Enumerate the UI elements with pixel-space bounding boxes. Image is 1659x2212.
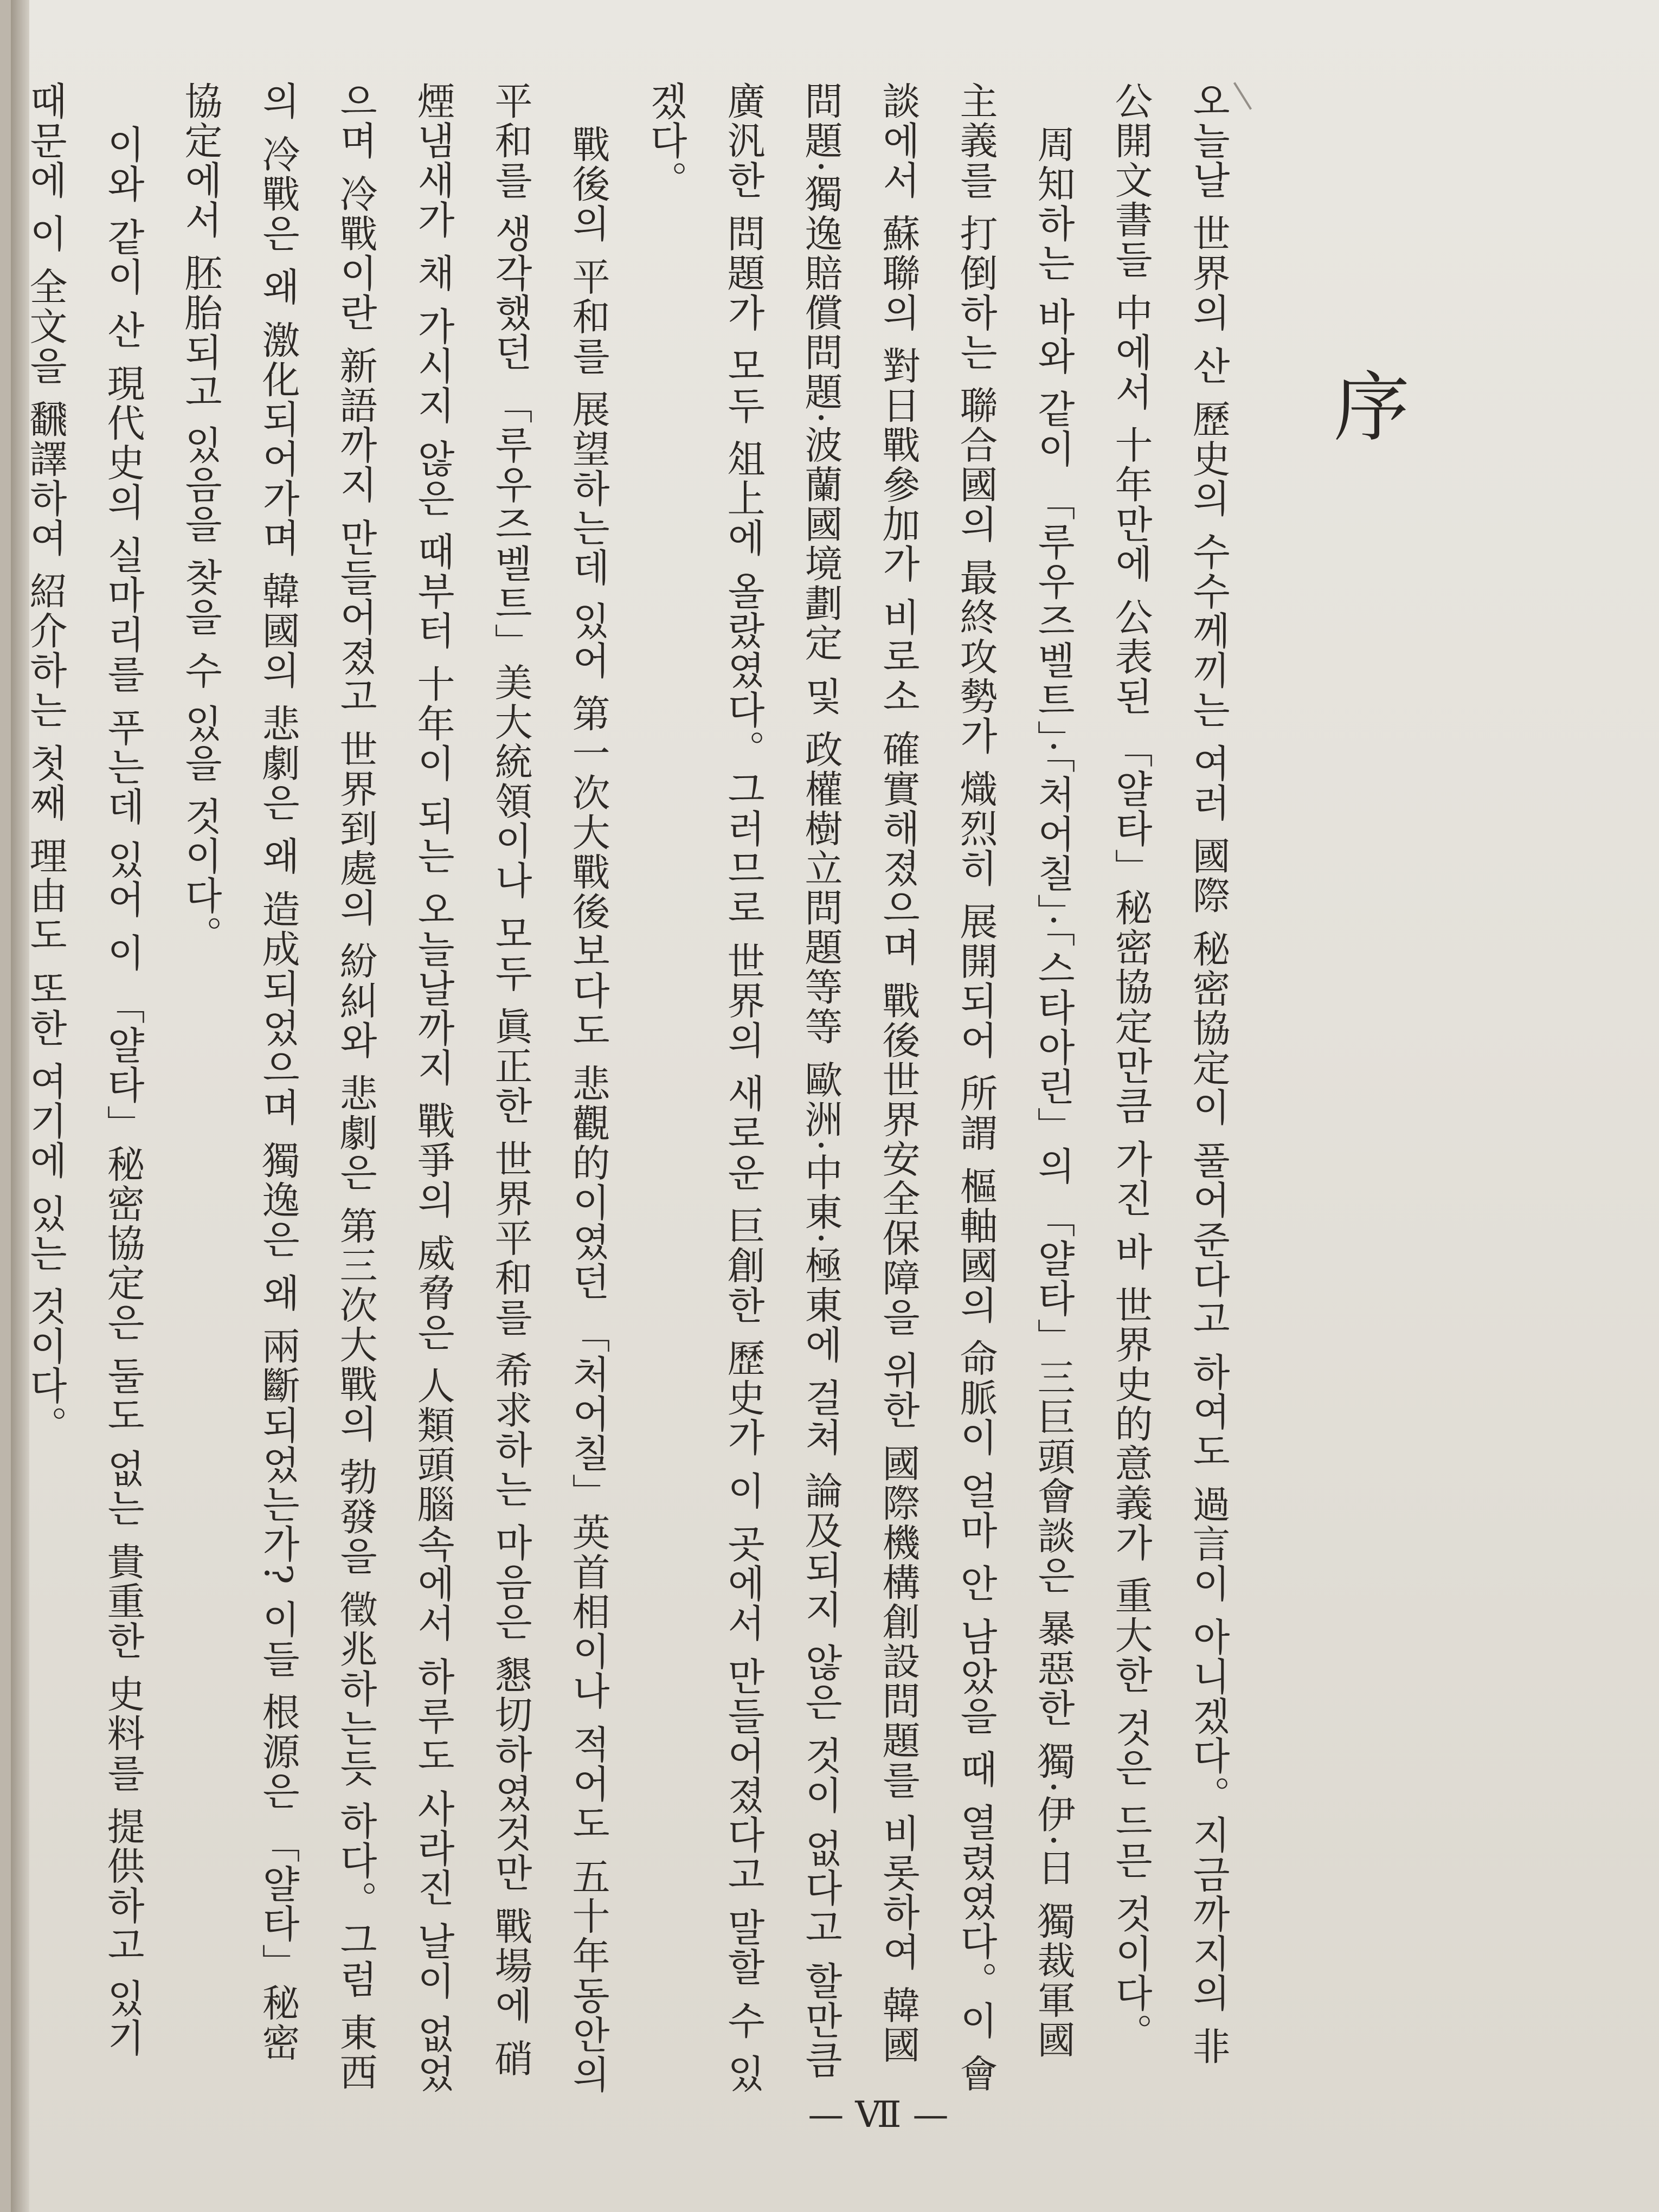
paragraph-3: 戰後의 平和를 展望하는데 있어 第一次大戰後보다도 悲觀的이였던 「처어칠」英首相이나 적어도 五十年동안의 平和를 생각했던 「루우즈벨트」美大統領이나 모두 眞正한 世界平和를 希求하는 마음은 懇切하였것만 戰場에 硝煙냄새가 채 가시지 않은 때부터 十年이 되는 오늘날까지 戰爭의 威脅은 人類頭腦속에서 하루도 사라진 날이 없었으며 冷戰이란 新語까지 만들어졌고 世界到處의 紛糾와 悲劇은 第三次大戰의 勃發을 徵兆하는듯 하다。그럼 東西의 冷戰은 왜 激化되어가며 韓國의 悲劇은 왜 造成되었으며 獨逸은 왜 兩斷되었는가? 이들 根源은 「얄타」秘密協定에서 胚胎되고 있음을 찾을 수 있을 것이다。 (178, 81, 610, 2095)
book-page (11, 0, 1659, 2212)
paragraph-1: 오늘날 世界의 산 歷史의 수수께끼는 여러 國際 秘密協定이 풀어준다고 하여도 過言이 아니겠다。지금까지의 非公開文書들 中에서 十年만에 公表된 「얄타」秘密協定만큼 가진 바 世界史的意義가 重大한 것은 드믄 것이다。 (1109, 81, 1231, 2067)
page-title: 序 (1333, 363, 1410, 452)
preface-text (23, 81, 1247, 2098)
paragraph-2: 周知하는 바와 같이 「루우즈벨트」·「처어칠」·「스타아린」의 「얄타」三巨頭會談은 暴惡한 獨·伊·日 獨裁軍國主義를 打倒하는 聯合國의 最終攻勢가 熾烈히 展開되어 所謂 樞軸國의 命脈이 얼마 안 남았을 때 열렸였다。이 會談에서 蘇聯의 對日戰參加가 비로소 確實해졌으며 戰後世界安全保障을 위한 國際機構創設問題를 비롯하여 韓國問題·獨逸賠償問題·波蘭國境劃定 및 政權樹立問題等等 歐洲·中東·極東에 걸쳐 論及되지 않은 것이 없다고 할만큼 廣汎한 問題가 모두 俎上에 올랐였다。그러므로 世界의 새로운 巨創한 歷史가 이 곳에서 만들어졌다고 말할 수 있겠다。 (644, 81, 1076, 2094)
page-number: — Ⅶ — (808, 2093, 949, 2136)
paragraph-4: 이와 같이 산 現代史의 실마리를 푸는데 있어 이 「얄타」秘密協定은 둘도 없는 貴重한 史料를 提供하고 있기 때문에 이 全文을 飜譯하여 紹介하는 첫째 理由도 또한 여기에 있는 것이다。 (23, 81, 145, 2058)
